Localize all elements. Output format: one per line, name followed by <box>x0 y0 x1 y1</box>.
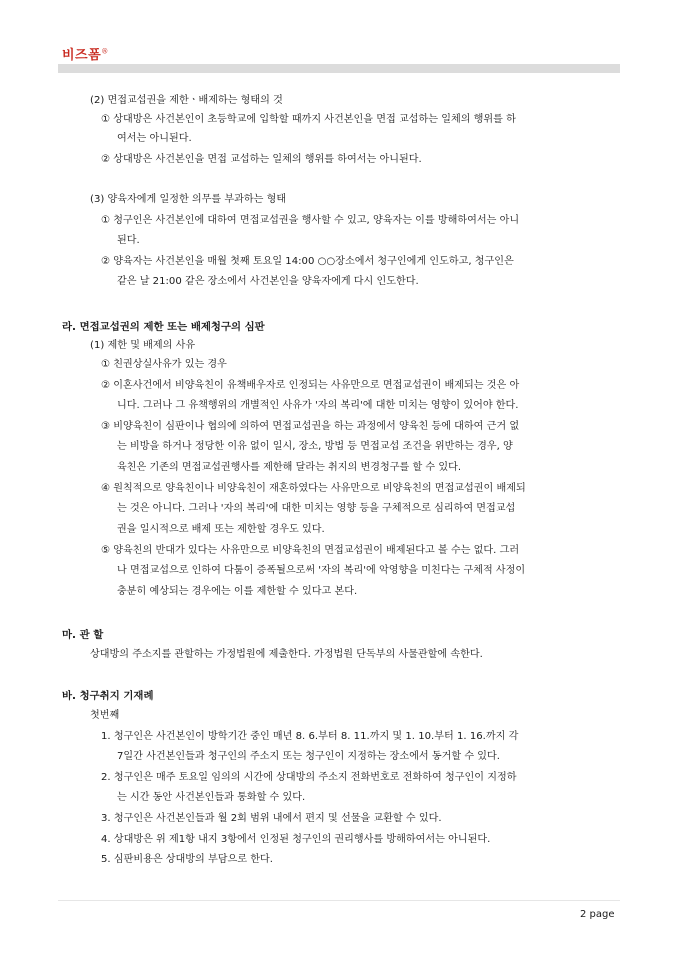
list-item: ① 친권상실사유가 있는 경우 <box>101 359 227 370</box>
section-heading: 바. 청구취지 기재례 <box>62 690 154 702</box>
page-number: 2 page <box>580 909 615 920</box>
list-item: ④ 원칙적으로 양육친이나 비양육친이 재혼하였다는 사유만으로 비양육친의 면접교섭권이 배제되 <box>101 483 526 494</box>
list-item: 1. 청구인은 사건본인이 방학기간 중인 매년 8. 6.부터 8. 11.까지 및 1. 10.부터 1. 16.까지 각 <box>101 731 519 742</box>
list-item-cont: 권을 일시적으로 배제 또는 제한할 경우도 있다. <box>117 524 325 535</box>
list-item-cont: 는 것은 아니다. 그러나 '자의 복리'에 대한 미치는 영향 등을 구체적으로 심리하여 면접교섭 <box>117 503 516 514</box>
list-item-cont: 나 면접교섭으로 인하여 다툼이 증폭될으로써 '자의 복리'에 악영향을 미친다는 구체적 사정이 <box>117 565 526 576</box>
section-heading: 마. 관 할 <box>62 629 104 641</box>
section-heading: 라. 면접교섭권의 제한 또는 배제청구의 심판 <box>62 321 265 333</box>
list-item-cont: 여서는 아니된다. <box>117 133 192 144</box>
list-item-cont: 니다. 그러나 그 유책행위의 개별적인 사유가 '자의 복리'에 대한 미치는 영향이 있어야 한다. <box>117 400 519 411</box>
list-item: ① 상대방은 사건본인이 초등학교에 입학할 때까지 사건본인을 면접 교섭하는 일체의 행위를 하 <box>101 114 516 125</box>
list-item-cont: 7일간 사건본인들과 청구인의 주소지 또는 청구인이 지정하는 장소에서 동거할 수 있다. <box>117 751 500 762</box>
footer-rule <box>58 900 620 901</box>
bizform-logo: 비즈폼® <box>62 47 109 63</box>
list-item-cont: 된다. <box>117 235 140 246</box>
list-item: ② 상대방은 사건본인을 면접 교섭하는 일체의 행위를 하여서는 아니된다. <box>101 154 422 165</box>
list-item: 2. 청구인은 매주 토요일 임의의 시간에 상대방의 주소지 전화번호로 전화하여 청구인이 지정하 <box>101 772 517 783</box>
list-item-cont: 충분히 예상되는 경우에는 이를 제한할 수 있다고 본다. <box>117 586 358 597</box>
list-item: 3. 청구인은 사건본인들과 월 2회 범위 내에서 편지 및 선물을 교환할 수 있다. <box>101 813 442 824</box>
list-item: ③ 비양육친이 심판이나 협의에 의하여 면접교섭권을 하는 과정에서 양육친 등에 대하여 근거 없 <box>101 421 520 432</box>
list-item-cont: 육친은 기존의 면접교섭권행사를 제한해 달라는 취지의 변경청구를 할 수 있다. <box>117 462 462 473</box>
subsection-heading: (3) 양육자에게 일정한 의무를 부과하는 형태 <box>90 194 287 205</box>
list-item: ① 청구인은 사건본인에 대하여 면접교섭권을 행사할 수 있고, 양육자는 이를 방해하여서는 아니 <box>101 215 520 226</box>
list-item: ⑤ 양육친의 반대가 있다는 사유만으로 비양육친의 면접교섭권이 배제된다고 볼 수는 없다. 그러 <box>101 545 520 556</box>
list-item: ② 양육자는 사건본인을 매월 첫째 토요일 14:00 ○○장소에서 청구인에게 인도하고, 청구인은 <box>101 256 514 267</box>
list-item: 5. 심판비용은 상대방의 부담으로 한다. <box>101 854 273 865</box>
list-item-cont: 는 비방을 하거나 정당한 이유 없이 일시, 장소, 방법 등 면접교섭 조건을 위반하는 경우, 양 <box>117 441 513 452</box>
subsection-heading: (1) 제한 및 배제의 사유 <box>90 340 196 351</box>
list-item: 4. 상대방은 위 제1항 내지 3항에서 인정된 청구인의 권리행사를 방해하여서는 아니된다. <box>101 834 491 845</box>
subsection-heading: (2) 면접교섭권을 제한ㆍ배제하는 형태의 것 <box>90 95 283 106</box>
header-bar <box>58 64 620 73</box>
paragraph: 상대방의 주소지를 관할하는 가정법원에 제출한다. 가정법원 단독부의 사물관할에 속한다. <box>90 649 483 660</box>
list-item: ② 이혼사건에서 비양육친이 유책배우자로 인정되는 사유만으로 면접교섭권이 배제되는 것은 아 <box>101 380 520 391</box>
list-item-cont: 같은 날 21:00 같은 장소에서 사건본인을 양육자에게 다시 인도한다. <box>117 276 419 287</box>
example-label: 첫번째 <box>90 710 120 721</box>
list-item-cont: 는 시간 동안 사건본인들과 통화할 수 있다. <box>117 792 306 803</box>
